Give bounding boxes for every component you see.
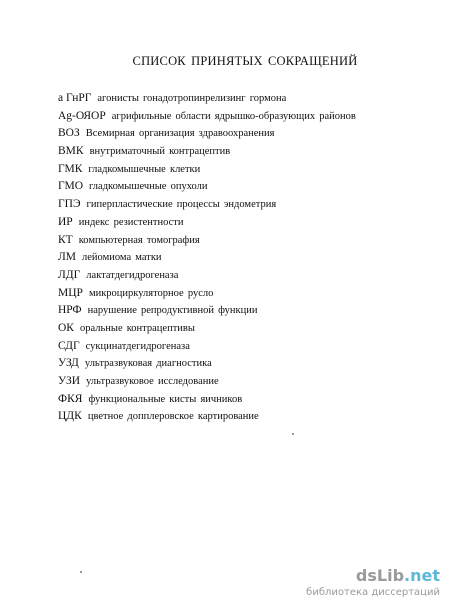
list-item (58, 408, 438, 426)
list-item (58, 196, 438, 214)
list-item (58, 214, 438, 232)
abbreviation-definition: сукцинатдегидрогеназа (85, 340, 190, 352)
abbreviation-definition: внутриматочный контрацептив (89, 146, 231, 158)
abbreviation-term: ГМО (58, 180, 84, 193)
abbreviation-term: ГМК (58, 162, 83, 175)
abbreviation-term: СДГ (58, 339, 80, 352)
watermark-logo-main: dsLib (355, 566, 405, 585)
abbreviation-definition: компьютерная томография (78, 234, 200, 246)
abbreviation-definition: нарушение репродуктивной функции (87, 305, 258, 317)
scan-speck (292, 433, 294, 435)
list-item (58, 355, 438, 373)
watermark-logo (300, 566, 440, 586)
list-item (58, 302, 438, 320)
abbreviation-term: ЦДК (58, 410, 82, 423)
abbreviation-definition: функциональные кисты яичников (88, 393, 243, 405)
list-item (58, 267, 438, 285)
list-item (58, 108, 438, 126)
list-item (58, 125, 438, 143)
abbreviation-definition: агонисты гонадотропинрелизинг гормона (97, 93, 287, 104)
abbreviation-definition: лактатдегидрогеназа (86, 269, 179, 281)
list-item (58, 161, 438, 179)
abbreviation-definition: Всемирная организация здравоохранения (85, 128, 275, 140)
list-item (58, 178, 438, 196)
list-item (58, 90, 438, 108)
abbreviation-term: ВМК (58, 145, 84, 158)
abbreviation-term: УЗИ (58, 375, 81, 387)
list-item (58, 143, 438, 161)
abbreviation-term: ФКЯ (58, 392, 83, 405)
list-item (58, 232, 438, 250)
abbreviation-term: ИР (58, 215, 73, 228)
abbreviation-definition: ультразвуковая диагностика (84, 358, 212, 370)
abbreviation-definition: агрифильные области ядрышко-образующих районов (111, 110, 356, 122)
page-title: СПИСОК ПРИНЯТЫХ СОКРАЩЕНИЙ (132, 54, 358, 68)
abbreviation-definition: гладкомышечные клетки (88, 163, 201, 175)
abbreviation-definition: цветное допплеровское картирование (87, 411, 259, 423)
list-item (58, 285, 438, 303)
list-item (58, 391, 438, 409)
list-item (58, 320, 438, 338)
abbreviation-term: а ГнРГ (58, 92, 92, 104)
abbreviation-term: ЛДГ (58, 268, 81, 281)
watermark-caption: библиотека диссертаций (306, 587, 440, 598)
abbreviation-definition: ультразвуковое исследование (86, 376, 219, 387)
abbreviation-definition: гиперпластические процессы эндометрия (86, 199, 277, 211)
watermark (300, 566, 440, 602)
abbreviation-term: ЛМ (58, 251, 77, 264)
list-item (58, 249, 438, 267)
abbreviation-definition: гладкомышечные опухоли (89, 181, 208, 193)
scan-speck (80, 571, 82, 573)
abbreviation-term: НРФ (58, 304, 82, 317)
abbreviation-term: ОК (58, 321, 74, 334)
watermark-logo-suffix: .net (404, 566, 440, 585)
abbreviation-term: КТ (58, 233, 73, 246)
abbreviation-definition: оральные контрацептивы (79, 322, 195, 334)
abbreviation-definition: лейомиома матки (82, 252, 162, 264)
abbreviation-list (58, 90, 438, 426)
list-item (58, 338, 438, 356)
abbreviation-term: ГПЭ (58, 198, 81, 211)
abbreviation-term: УЗД (58, 357, 79, 370)
abbreviation-term: Ag-ОЯОР (58, 109, 106, 122)
abbreviation-term: ВОЗ (58, 127, 80, 140)
abbreviation-term: МЦР (58, 286, 83, 299)
abbreviation-definition: микроциркуляторное русло (88, 287, 214, 299)
abbreviation-definition: индекс резистентности (78, 216, 184, 228)
list-item (58, 373, 438, 391)
